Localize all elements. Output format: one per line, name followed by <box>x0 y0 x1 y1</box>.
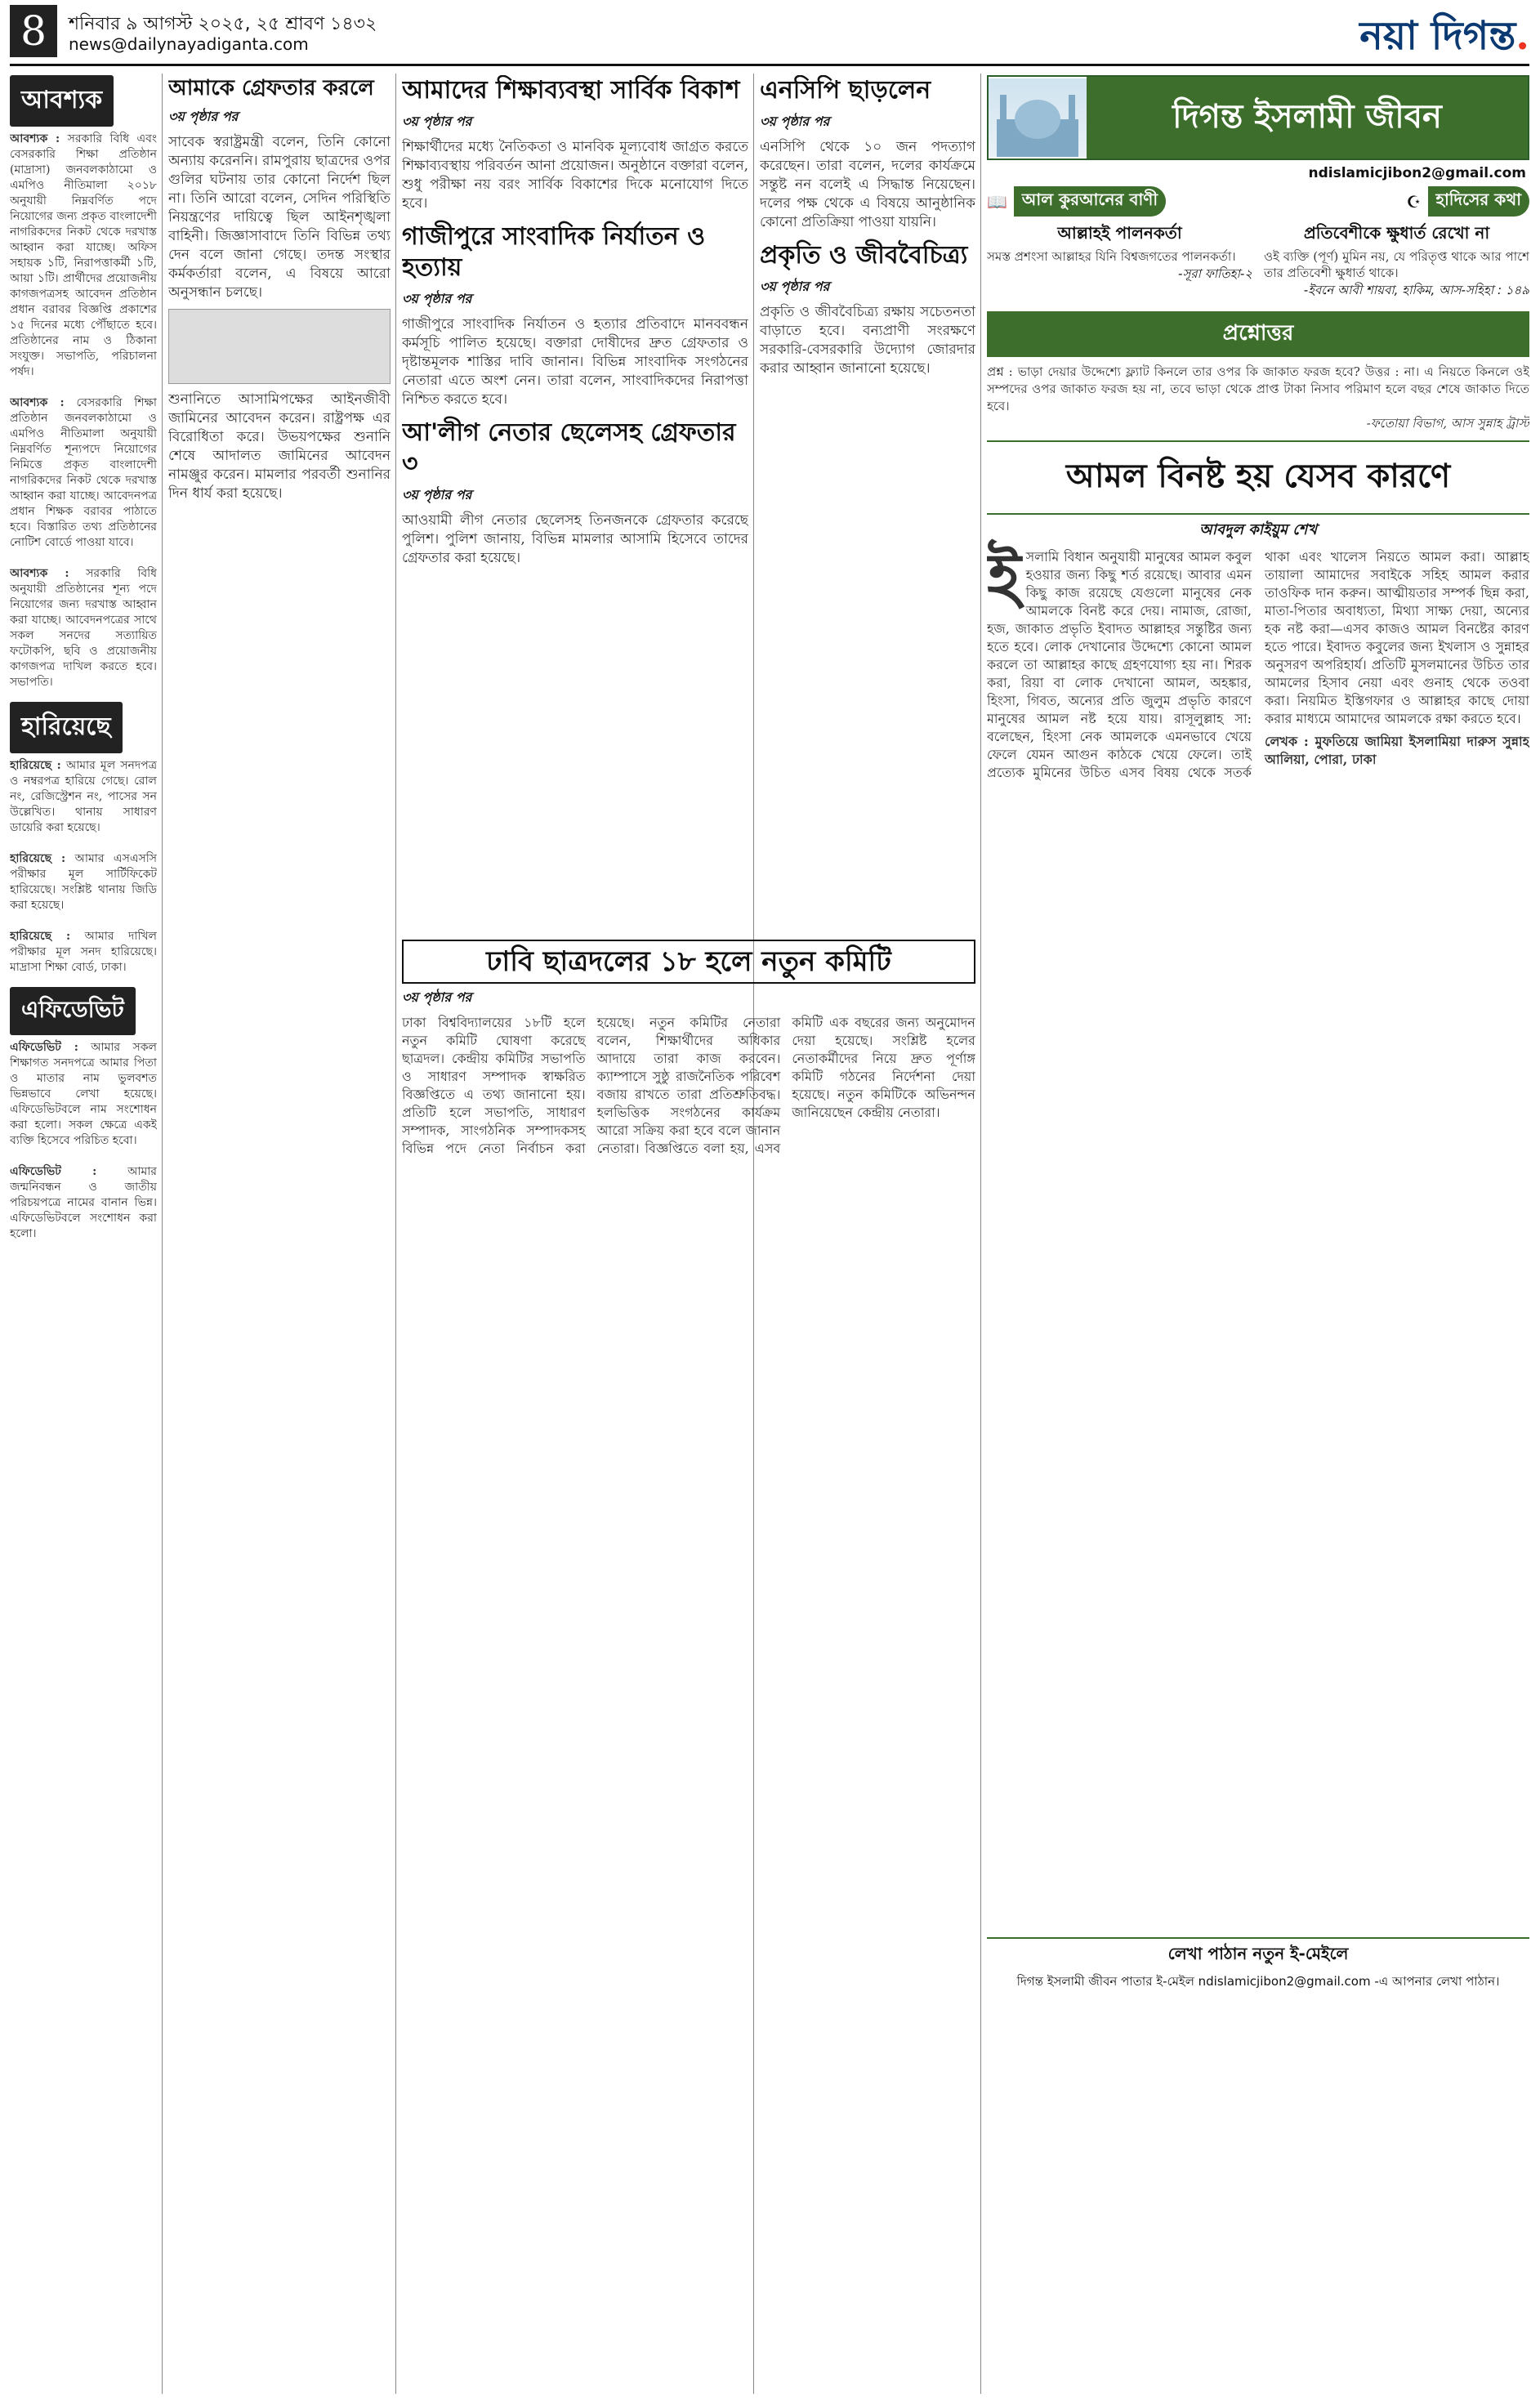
hadith-body: ওই ব্যক্তি (পূর্ণ) মুমিন নয়, যে পরিতৃপ্ত থাকে আর পাশে তার প্রতিবেশী ক্ষুধার্ত থাকে। <box>1264 249 1529 280</box>
story-title: এনসিপি ছাড়লেন <box>760 76 931 105</box>
islamic-email[interactable]: ndislamicjibon2@gmail.com <box>1308 165 1526 181</box>
wanted-listing: আবশ্যক : সরকারি বিধি এবং বেসরকারি শিক্ষা প্রতিষ্ঠান (মাদ্রাসা) জনবলকাঠামো ও এমপিও নীতিমালা ২০১৮ অনুযায়ী নিম্নবর্ণিত পদে নিয়োগের জন্য প্রকৃত বাংলাদেশী নাগরিকদের নিকট থেকে দরখাস্ত আহ্বান করা যাচ্ছে। অফিস সহায়ক ১টি, নিরাপত্তাকর্মী ১টি, আয়া ১টি। প্রার্থীদের প্রয়োজনীয় কাগজপত্রসহ আবেদন প্রতিষ্ঠান প্রধান বরাবর বিজ্ঞপ্তি প্রকাশের ১৫ দিনের মধ্যে পৌঁছাতে হবে। প্রতিষ্ঠানের নাম ও ঠিকানা সংযুক্ত। সভাপতি, পরিচালনা পর্ষদ। আবশ্যক : বেসরকারি শিক্ষা প্রতিষ্ঠান জনবলকাঠামো ও এমপিও নীতিমালা অনুযায়ী নিম্নবর্ণিত শূন্যপদে নিয়োগের নিমিত্তে প্রকৃত বাংলাদেশী নাগরিকদের নিকট থেকে দরখাস্ত আহ্বান করা যাচ্ছে। আবেদনপত্র প্রধান শিক্ষক বরাবর পাঠাতে হবে। বিস্তারিত তথ্য প্রতিষ্ঠানের নোটিশ বোর্ডে পাওয়া যাবে। আবশ্যক : সরকারি বিধি অনুযায়ী প্রতিষ্ঠানের শূন্য পদে নিয়োগের জন্য দরখাস্ত আহ্বান করা যাচ্ছে। আবেদনপত্রের সাথে সকল সনদের সত্যায়িত ফটোকপি, ছবি ও প্রয়োজনীয় কাগজপত্র দাখিল করতে হবে। সভাপতি। <box>10 132 157 689</box>
story-title: আ'লীগ নেতার ছেলেসহ গ্রেফতার ৩ <box>402 418 736 478</box>
column-three <box>402 75 748 933</box>
column-four <box>760 75 975 933</box>
column-divider <box>980 74 981 2394</box>
article-byline: আবদুল কাইয়ুম শেখ <box>1199 521 1317 538</box>
dropcap: ই <box>987 538 1021 615</box>
column-two <box>168 75 391 2387</box>
islamic-footer <box>987 1937 1529 1993</box>
classified-column <box>10 75 157 2387</box>
footer-text: দিগন্ত ইসলামী জীবন পাতার ই-মেইল ndislamicjibon2@gmail.com -এ আপনার লেখা পাঠান। <box>1016 1974 1500 1989</box>
section-wanted-heading: আবশ্যক <box>10 75 114 127</box>
qa-body: প্রশ্ন : ভাড়া দেয়ার উদ্দেশ্যে ফ্ল্যাট কিনলে তার ওপর কি জাকাত ফরজ হবে? উত্তর : না। এ নিয়তে কিনলে ওই সম্পদের ওপর জাকাত ফরজ হয় না, তবে ভাড়া থেকে প্রাপ্ত টাকা নিসাব পরিমাণ হলে বছর শেষে জাকাত দিতে হবে। -ফতোয়া বিভাগ, আস সুন্নাহ ট্রাস্ট <box>987 364 1529 431</box>
section-lost-heading: হারিয়েছে <box>10 702 123 753</box>
tags-row <box>987 186 1529 217</box>
issue-date: শনিবার ৯ আগস্ট ২০২৫, ২৫ শ্রাবণ ১৪৩২ <box>69 14 377 34</box>
logo-image <box>168 309 391 384</box>
quran-hadith-row <box>987 221 1529 301</box>
center-story <box>402 940 975 2386</box>
quran-tag: 📖 আল কুরআনের বাণী <box>987 186 1166 217</box>
quran-icon: 📖 <box>987 191 1007 212</box>
islamic-header <box>987 75 1529 160</box>
hadith-box <box>1264 221 1529 301</box>
newspaper-logo: নয়া দিগন্ত. <box>1359 13 1529 59</box>
writer-note: লেখক : মুফতিয়ে জামিয়া ইসলামিয়া দারুস সুন্নাহ আলিয়া, পোরা, ঢাকা <box>1265 734 1529 767</box>
hadith-tag: ☪ হাদিসের কথা <box>1407 186 1529 217</box>
islamic-title: দিগন্ত ইসলামী জীবন <box>1087 77 1528 159</box>
column-divider <box>162 74 163 2394</box>
islamic-section <box>987 75 1529 2387</box>
column-divider <box>395 74 396 2394</box>
quran-ref: -সূরা ফাতিহা-২ <box>1178 266 1252 281</box>
mosque-icon <box>989 78 1087 157</box>
story-byline: ৩য় পৃষ্ঠার পর <box>402 989 472 1005</box>
lost-listing: হারিয়েছে : আমার মূল সনদপত্র ও নম্বরপত্র হারিয়ে গেছে। রোল নং, রেজিস্ট্রেশন নং, পাসের সন উল্লেখিত। থানায় সাধারণ ডায়েরি করা হয়েছে। হারিয়েছে : আমার এসএসসি পরীক্ষার মূল সার্টিফিকেট হারিয়েছে। সংশ্লিষ্ট থানায় জিডি করা হয়েছে। হারিয়েছে : আমার দাখিল পরীক্ষার মূল সনদ হারিয়েছে। মাদ্রাসা শিক্ষা বোর্ড, ঢাকা। <box>10 759 157 974</box>
banner-box <box>402 940 975 984</box>
story-title: প্রকৃতি ও জীববৈচিত্র্য <box>760 241 968 270</box>
story-byline: ৩য় পৃষ্ঠার পর <box>760 114 830 129</box>
article-body: ইসলামি বিধান অনুযায়ী মানুষের আমল কবুল হওয়ার জন্য কিছু শর্ত রয়েছে। আবার এমন কিছু কাজ রয়েছে যেগুলো মানুষের নেক আমলকে বিনষ্ট করে দেয়। নামাজ, রোজা, হজ, জাকাত প্রভৃতি ইবাদত আল্লাহর সন্তুষ্টির জন্য হতে হবে। লোক দেখানোর উদ্দেশ্যে কোনো আমল করলে তা আল্লাহর কাছে গ্রহণযোগ্য হয় না। শিরক করা, রিয়া বা লোক দেখানো আমল, অহঙ্কার, হিংসা, গিবত, অন্যের প্রতি জুলুম প্রভৃতি কারণে মানুষের আমল নষ্ট হয়ে যায়। রাসূলুল্লাহ সা: বলেছেন, হিংসা নেক আমলকে এমনভাবে খেয়ে ফেলে যেমন আগুন কাঠকে খেয়ে ফেলে। তাই প্রত্যেক মুমিনের উচিত এসব বিষয় থেকে সতর্ক থাকা এবং খালেস নিয়তে আমল করা। আল্লাহ তায়ালা আমাদের সবাইকে সহিহ আমল করার তাওফিক দান করুন। আত্মীয়তার সম্পর্ক ছিন্ন করা, মাতা-পিতার অবাধ্যতা, মিথ্যা সাক্ষ্য দেয়া, অন্যের হক নষ্ট করা—এসব কাজও আমল বিনষ্টের কারণ হতে পারে। ইবাদত কবুলের জন্য ইখলাস ও সুন্নাহর অনুসরণ অপরিহার্য। প্রতিটি মুসলমানের উচিত তার আমলের হিসাব নেয়া এবং গুনাহ থেকে তওবা করা। নিয়মিত ইস্তিগফার ও আল্লাহর কাছে দোয়া করার মাধ্যমে আমাদের আমলকে রক্ষা করতে হবে। লেখক : মুফতিয়ে জামিয়া ইসলামিয়া দারুস সুন্নাহ আলিয়া, পোরা, ঢাকা <box>987 538 1529 780</box>
story-body: আওয়ামী লীগ নেতার ছেলেসহ তিনজনকে গ্রেফতার করেছে পুলিশ। পুলিশ জানায়, বিভিন্ন মামলার আসামি হিসেবে তাদের গ্রেফতার করা হয়েছে। <box>402 512 748 566</box>
quran-title: আল্লাহই পালনকর্তা <box>1057 223 1182 243</box>
story-byline: ৩য় পৃষ্ঠার পর <box>168 109 239 124</box>
page-number: 8 <box>10 5 57 57</box>
banner-body: ঢাকা বিশ্ববিদ্যালয়ের ১৮টি হলে নতুন কমিটি ঘোষণা করেছে ছাত্রদল। কেন্দ্রীয় কমিটির সভাপতি ও সাধারণ সম্পাদক স্বাক্ষরিত বিজ্ঞপ্তিতে এ তথ্য জানানো হয়। প্রতিটি হলে সভাপতি, সাধারণ সম্পাদক, সাংগঠনিক সম্পাদকসহ বিভিন্ন পদে নেতা নির্বাচন করা হয়েছে। নতুন কমিটির নেতারা বলেন, শিক্ষার্থীদের অধিকার আদায়ে তারা কাজ করবেন। ক্যাম্পাসে সুষ্ঠু রাজনৈতিক পরিবেশ বজায় রাখতে তারা প্রতিশ্রুতিবদ্ধ। হলভিত্তিক সংগঠনের কার্যক্রম আরো সক্রিয় করা হবে বলে জানান নেতারা। বিজ্ঞপ্তিতে বলা হয়, এসব কমিটি এক বছরের জন্য অনুমোদন দেয়া হয়েছে। সংশ্লিষ্ট হলের নেতাকর্মীদের নিয়ে দ্রুত পূর্ণাঙ্গ কমিটি গঠনের নির্দেশনা দেয়া হয়েছে। নতুন কমিটিকে অভিনন্দন জানিয়েছেন কেন্দ্রীয় নেতারা। <box>402 1015 975 1156</box>
story-body: শিক্ষার্থীদের মধ্যে নৈতিকতা ও মানবিক মূল্যবোধ জাগ্রত করতে শিক্ষাব্যবস্থায় পরিবর্তন আনা প্রয়োজন। অনুষ্ঠানে বক্তারা বলেন, শুধু পরীক্ষা নয় বরং সার্বিক বিকাশের দিকে মনোযোগ দিতে হবে। <box>402 139 748 212</box>
story-title: আমাদের শিক্ষাব্যবস্থা সার্বিক বিকাশ <box>402 76 740 105</box>
story-body: সাবেক স্বরাষ্ট্রমন্ত্রী বলেন, তিনি কোনো অন্যায় করেননি। রামপুরায় ছাত্রদের ওপর গুলির ঘটনায় তার কোনো নির্দেশ ছিল না। তিনি আরো বলেন, সেদিন পরিস্থিতি নিয়ন্ত্রণের দায়িত্বে ছিল আইনশৃঙ্খলা বাহিনী। জিজ্ঞাসাবাদে তিনি বিভিন্ন তথ্য দেন বলে জানা গেছে। তদন্ত সংস্থার কর্মকর্তারা বলেন, এ বিষয়ে আরো অনুসন্ধান চলছে। <box>168 134 391 301</box>
story-byline: ৩য় পৃষ্ঠার পর <box>402 291 472 306</box>
story-body: প্রকৃতি ও জীববৈচিত্র্য রক্ষায় সচেতনতা বাড়াতে হবে। বন্যপ্রাণী সংরক্ষণে সরকারি-বেসরকারি উদ্যোগ জোরদার করার আহ্বান জানানো হয়েছে। <box>760 304 975 377</box>
article-title: আমল বিনষ্ট হয় যেসব কারণে <box>987 440 1529 515</box>
hadith-title: প্রতিবেশীকে ক্ষুধার্ত রেখো না <box>1303 223 1490 243</box>
page-header <box>10 5 1529 62</box>
story-byline: ৩য় পৃষ্ঠার পর <box>760 279 830 294</box>
hadith-ref: -ইবনে আবী শায়বা, হাকিম, আস-সহিহা : ১৪৯ <box>1303 283 1529 297</box>
story-title: আমাকে গ্রেফতার করলে <box>168 76 374 100</box>
story-byline: ৩য় পৃষ্ঠার পর <box>402 487 472 502</box>
section-affidavit-heading: এফিডেভিট <box>10 987 136 1035</box>
story-body-continued: শুনানিতে আসামিপক্ষের আইনজীবী জামিনের আবেদন করেন। রাষ্ট্রপক্ষ এর বিরোধিতা করে। উভয়পক্ষের শুনানি শেষে আদালত জামিনের আবেদন নামঞ্জুর করেন। মামলার পরবর্তী শুনানির দিন ধার্য করা হয়েছে। <box>168 391 391 502</box>
story-body: এনসিপি থেকে ১০ জন পদত্যাগ করেছেন। তারা বলেন, দলের কার্যক্রমে সন্তুষ্ট নন বলেই এ সিদ্ধান্ত নিয়েছেন। দলের পক্ষ থেকে এ বিষয়ে আনুষ্ঠানিক কোনো প্রতিক্রিয়া পাওয়া যায়নি। <box>760 139 975 230</box>
website[interactable]: news@dailynayadiganta.com <box>69 34 309 54</box>
quran-body: সমস্ত প্রশংসা আল্লাহর যিনি বিশ্বজগতের পালনকর্তা। <box>987 249 1236 264</box>
header-rule <box>10 64 1529 66</box>
footer-title: লেখা পাঠান নতুন ই-মেইলে <box>1167 1944 1349 1963</box>
crescent-icon: ☪ <box>1406 191 1422 212</box>
story-body: গাজীপুরে সাংবাদিক নির্যাতন ও হত্যার প্রতিবাদে মানববন্ধন কর্মসূচি পালিত হয়েছে। বক্তারা দোষীদের দ্রুত গ্রেফতার ও দৃষ্টান্তমূলক শাস্তির দাবি জানান। বিভিন্ন সাংবাদিক সংগঠনের নেতারা এতে অংশ নেন। তারা বলেন, সাংবাদিকদের নিরাপত্তা নিশ্চিত করতে হবে। <box>402 316 748 408</box>
quran-box <box>987 221 1252 301</box>
banner-title: ঢাবি ছাত্রদলের ১৮ হলে নতুন কমিটি <box>486 945 891 978</box>
story-title: গাজীপুরে সাংবাদিক নির্যাতন ও হত্যায় <box>402 222 706 282</box>
story-byline: ৩য় পৃষ্ঠার পর <box>402 114 472 129</box>
qa-ref: -ফতোয়া বিভাগ, আস সুন্নাহ ট্রাস্ট <box>1366 416 1529 431</box>
qa-heading: প্রশ্নোত্তর <box>987 311 1529 357</box>
affidavit-listing: এফিডেভিট : আমার সকল শিক্ষাগত সনদপত্রে আমার পিতা ও মাতার নাম ভুলবশত ভিন্নভাবে লেখা হয়েছে। এফিডেভিটবলে নাম সংশোধন করা হলো। সকল ক্ষেত্রে একই ব্যক্তি হিসেবে পরিচিত হবো। এফিডেভিট : আমার জন্মনিবন্ধন ও জাতীয় পরিচয়পত্রে নামের বানান ভিন্ন। এফিডেভিটবলে সংশোধন করা হলো। <box>10 1041 157 1240</box>
